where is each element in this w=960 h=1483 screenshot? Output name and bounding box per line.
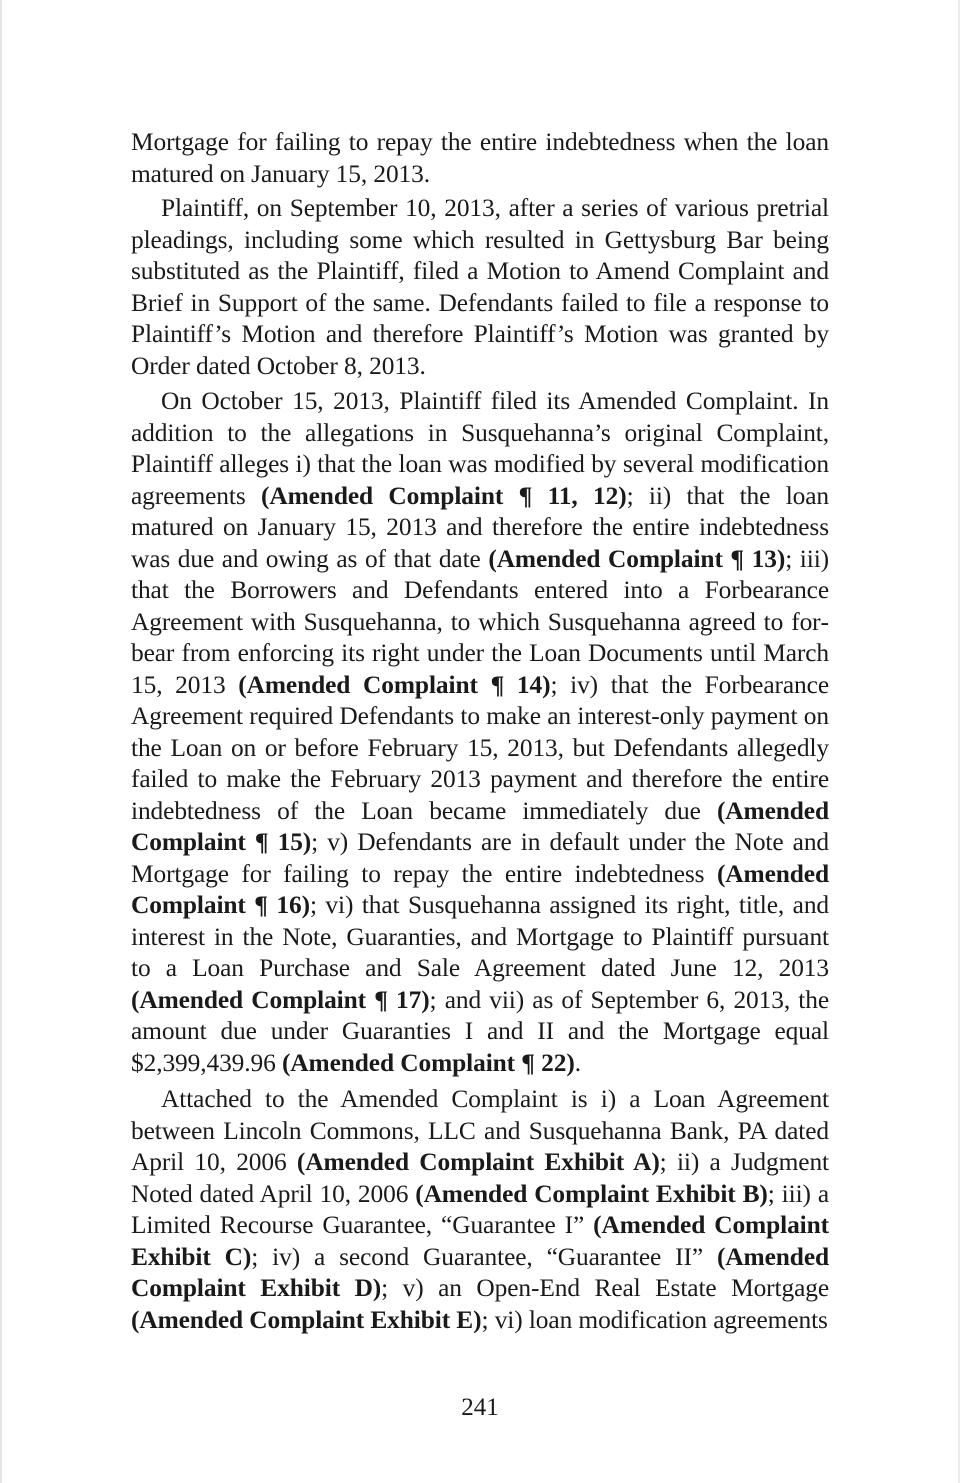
citation-reference: (Amended Complaint ¶ 15) (131, 796, 829, 856)
citation-reference: (Amended Complaint ¶ 11, 12) (261, 481, 627, 510)
citation-reference: (Amended Complaint Exhibit E) (131, 1305, 482, 1334)
citation-reference: (Amended Complaint Exhibit C) (131, 1211, 830, 1271)
text-segment: ; ii) a Judgment Noted dated April 10, 2006 (131, 1148, 829, 1208)
page-edge-left (0, 0, 2, 1483)
text-segment: ; iii) that the Borrowers and Defendants entered into a Forbearance Agreement with Susquehanna, to which Susquehanna agreed to forbear from enforcing its right under the Loan Documents until March 15, 2013 (131, 544, 829, 699)
text-segment: Mortgage for failing to repay the entire indebtedness when the loan matured on January 15, 2013. (131, 128, 829, 188)
citation-reference: (Amended Complaint ¶ 22) (281, 1048, 575, 1077)
document-body (131, 127, 829, 1336)
paragraph-amended-complaint-allegations (131, 386, 829, 1079)
text-segment: ; and vii) as of September 6, 2013, the amount due under Guaranties I and II and the Mortgage equal $2,399,439.96 (131, 985, 829, 1077)
citation-reference: (Amended Complaint ¶ 13) (488, 544, 786, 573)
text-segment: ; ii) that the loan matured on January 15, 2013 and therefore the entire indebtedness was due and owing as of that date (131, 481, 830, 573)
text-segment: . (574, 1048, 581, 1077)
citation-reference: (Amended Complaint Exhibit A) (296, 1148, 660, 1176)
text-segment: ; v) Defendants are in default under the Note and Mortgage for failing to repay the entire indebtedness (131, 828, 830, 888)
text-segment: ; iv) that the Forbearance Agreement required Defendants to make an interest-only payment on the Loan on or before February 15, 2013, but Defendants allegedly failed to make the February 2013 payment and therefore the entire indebtedness of the Loan became immediately due (131, 670, 829, 825)
paragraph-motion-to-amend (131, 193, 829, 382)
text-segment: Plaintiff, on September 10, 2013, after a series of various pretrial pleadings, including some which resulted in Gettysburg Bar being substituted as the Plaintiff, filed a Motion to Amend Complaint and Brief in Support of the same. Defendants failed to file a response to Plaintiff’s Motion and therefore Plaintiff’s Motion was granted by Order dated October 8, 2013. (131, 194, 829, 380)
citation-reference: (Amended Complaint ¶ 16) (131, 859, 829, 919)
citation-reference: (Amended Complaint Exhibit D) (131, 1242, 830, 1302)
page-number: 241 (461, 1394, 499, 1421)
citation-reference: (Amended Complaint Exhibit B) (415, 1179, 768, 1208)
text-segment: ; iii) a Limited Recourse Guarantee, “Guarantee I” (131, 1179, 829, 1239)
text-segment: Attached to the Amended Complaint is i) a Loan Agreement between Lincoln Commons, LLC and Susquehanna Bank, PA dated April 10, 2006 (131, 1085, 829, 1176)
text-segment: On October 15, 2013, Plaintiff filed its Amended Complaint. In addition to the allegations in Susquehanna’s original Complaint, Plaintiff alleges i) that the loan was modified by several modification agreements (131, 387, 829, 510)
paragraph-continuation (131, 127, 829, 190)
paragraph-amended-complaint-exhibits (131, 1084, 829, 1336)
text-segment: ; vi) loan modification agreements (481, 1305, 828, 1334)
text-segment: ; vi) that Susquehanna assigned its right, title, and interest in the Note, Guaranties, and Mortgage to Plaintiff pursuant to a Loan Purchase and Sale Agreement dated June 12, 2013 (131, 891, 830, 982)
citation-reference: (Amended Complaint ¶ 14) (238, 670, 551, 699)
text-segment: ; v) an Open-End Real Estate Mortgage (381, 1274, 830, 1302)
citation-reference: (Amended Complaint ¶ 17) (131, 985, 430, 1014)
text-segment: ; iv) a second Guarantee, “Guarantee II” (251, 1242, 717, 1271)
